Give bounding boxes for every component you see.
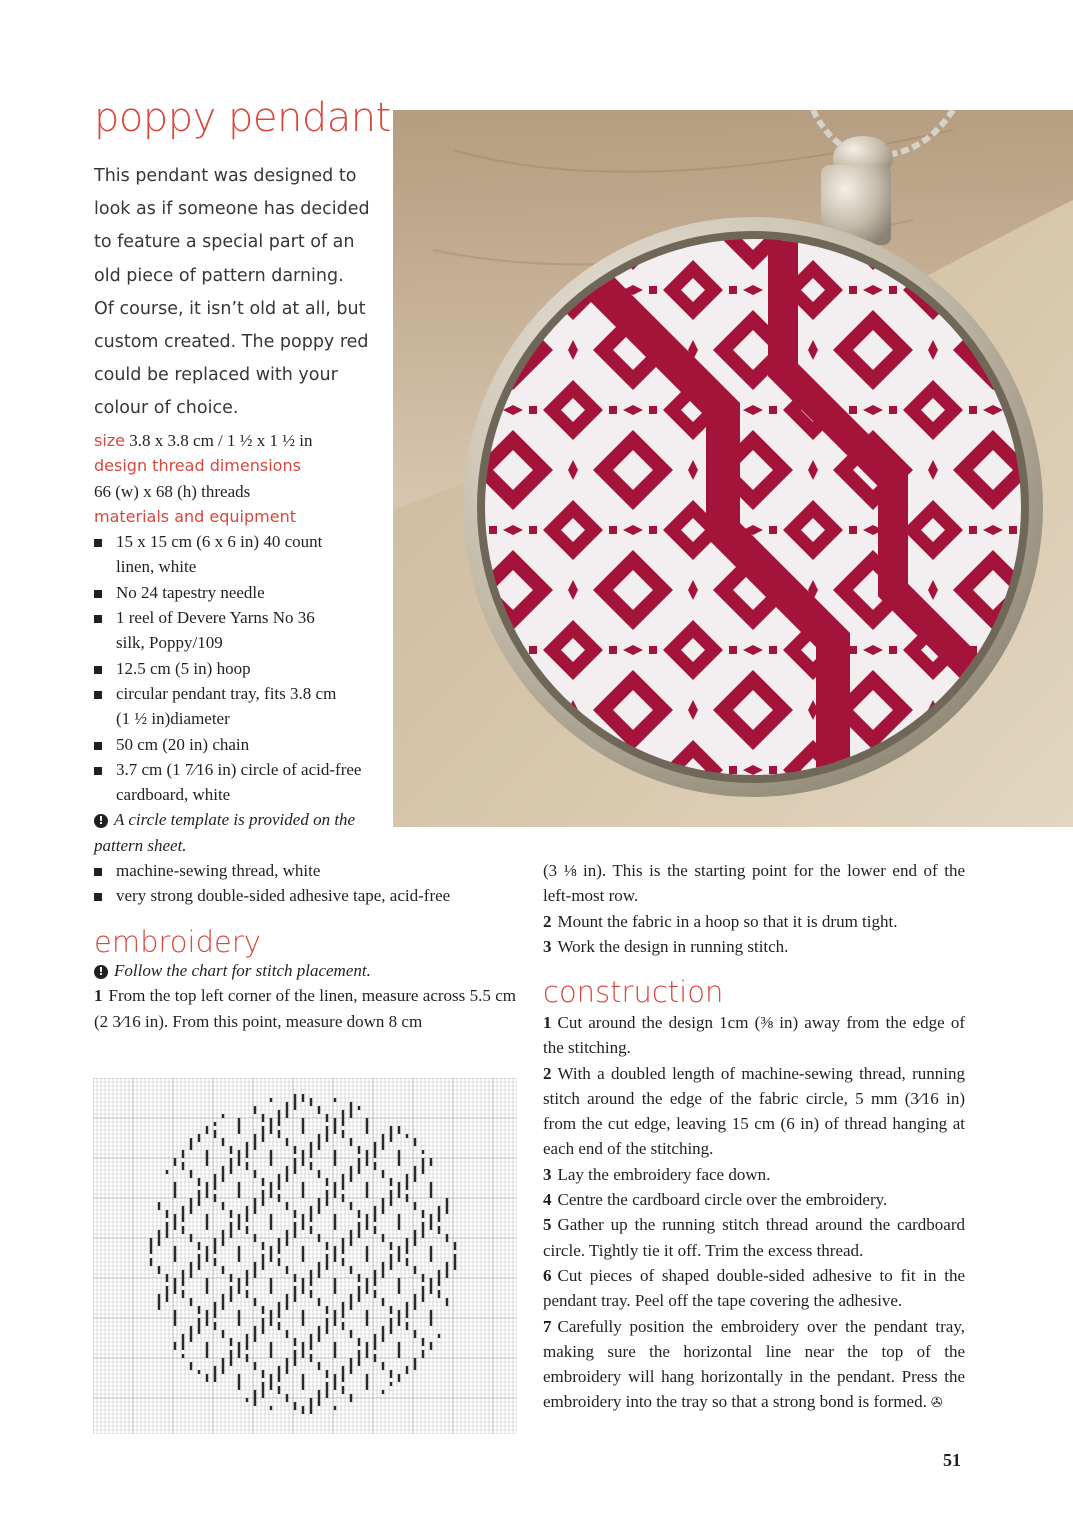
construction-step: 6 Cut pieces of shaped double-sided adhesive to fit in the pendant tray. Peel off the tape covering the adhesive. — [543, 1265, 965, 1311]
construction-steps — [543, 1010, 965, 1417]
embroidery-heading: embroidery — [94, 925, 261, 959]
materials-list-continued — [94, 858, 524, 909]
embroidery-step-3: 3 Work the design in running stitch. — [543, 936, 789, 956]
intro-line: could be replaced with your — [94, 365, 338, 386]
intro-line: Of course, it isn’t old at all, but — [94, 298, 366, 319]
intro-line: old piece of pattern darning. — [94, 265, 344, 286]
construction-step: 5 Gather up the running stitch thread around the cardboard circle. Tightly tie it off. Trim the excess thread. — [543, 1215, 965, 1260]
size-label: size — [94, 431, 126, 450]
embroidery-step-1-continued: (3 ⅛ in). This is the starting point for the lower end of the left-most row. — [543, 861, 965, 906]
materials-item: 50 cm (20 in) chain — [94, 732, 389, 757]
info-icon: ! — [94, 965, 108, 979]
dimensions-label: design thread dimensions — [94, 456, 301, 476]
project-details — [94, 428, 389, 858]
pendant-photo — [393, 110, 1073, 827]
materials-item: circular pendant tray, fits 3.8 cm (1 ½ in)diameter — [94, 681, 389, 732]
materials-item: 12.5 cm (5 in) hoop — [94, 656, 389, 681]
intro-line: This pendant was designed to — [94, 166, 357, 186]
size-value: 3.8 x 3.8 cm / 1 ½ x 1 ½ in — [129, 431, 313, 450]
construction-heading: construction — [543, 975, 724, 1009]
construction-step: 3 Lay the embroidery face down. — [543, 1164, 771, 1184]
embroidery-step-2: 2 Mount the fabric in a hoop so that it is drum tight. — [543, 911, 898, 931]
materials-item: 15 x 15 cm (6 x 6 in) 40 count linen, white — [94, 529, 389, 580]
template-note: ! A circle template is provided on the pattern sheet. — [94, 810, 356, 855]
materials-item: 3.7 cm (1 7⁄16 in) circle of acid-free cardboard, white — [94, 757, 389, 808]
stitch-chart — [93, 1078, 517, 1434]
construction-step: 1 Cut around the design 1cm (⅜ in) away from the edge of the stitching. — [543, 1013, 965, 1058]
page-title: poppy pendant — [94, 95, 391, 141]
materials-item: No 24 tapestry needle — [94, 580, 389, 605]
construction-step: 2 With a doubled length of machine-sewing thread, running stitch around the edge of the fabric circle, 5 mm (3⁄16 in) from the cut edge, leaving 15 cm (6 in) of thread hanging at each end of the stitching. — [543, 1063, 965, 1159]
intro-line: look as if someone has decided — [94, 199, 370, 220]
dimensions-value: 66 (w) x 68 (h) threads — [94, 481, 251, 501]
embroidery-step-1: 1 From the top left corner of the linen, measure across 5.5 cm (2 3⁄16 in). From this point, measure down 8 cm — [94, 986, 516, 1031]
construction-step: 7 Carefully position the embroidery over the pendant tray, making sure the horizontal line near the top of the embroidery will hang horizontally in the pendant. Press the embroidery into the tray so that a strong bond is formed. ✇ — [543, 1314, 965, 1417]
intro-line: to feature a special part of an — [94, 232, 355, 253]
materials-item: machine-sewing thread, white — [94, 858, 524, 883]
embroidery-right-column — [543, 858, 965, 959]
info-icon: ! — [94, 814, 108, 828]
materials-label: materials and equipment — [94, 506, 296, 526]
page-number: 51 — [943, 1450, 961, 1470]
intro-paragraph — [94, 160, 379, 426]
size-row — [94, 428, 389, 453]
intro-line: colour of choice. — [94, 398, 239, 419]
intro-line: custom created. The poppy red — [94, 332, 369, 353]
materials-list — [94, 529, 389, 807]
construction-step: 4 Centre the cardboard circle over the embroidery. — [543, 1190, 888, 1210]
materials-item: very strong double-sided adhesive tape, acid-free — [94, 883, 524, 908]
end-mark-icon: ✇ — [930, 1395, 943, 1412]
embroidery-left-column — [94, 958, 516, 1034]
chart-note: ! Follow the chart for stitch placement. — [94, 958, 516, 983]
materials-item: 1 reel of Devere Yarns No 36 silk, Poppy/109 — [94, 605, 389, 656]
